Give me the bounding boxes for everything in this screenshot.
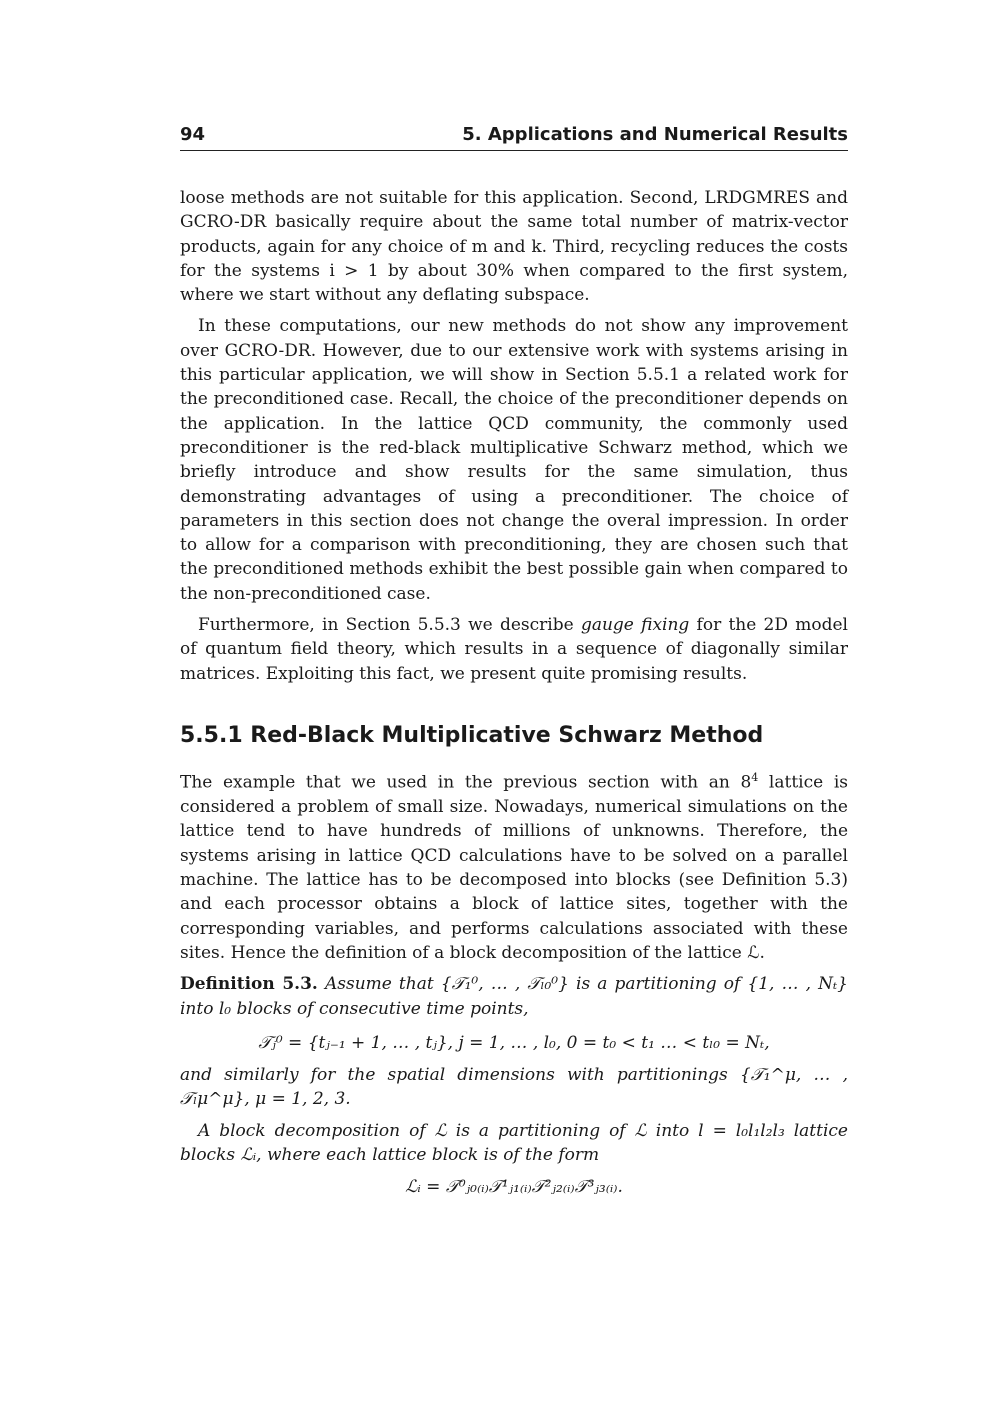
definition-paragraph bbox=[180, 972, 848, 1021]
page-number: 94 bbox=[180, 124, 206, 145]
section-paragraph-1 bbox=[180, 766, 848, 965]
running-header bbox=[180, 122, 848, 151]
page-body bbox=[180, 186, 848, 1200]
paragraph-3-start: Furthermore, in Section 5.5.3 we describe bbox=[198, 615, 581, 636]
definition-text-2: and similarly for the spatial dimensions with partitionings {𝒯₁^μ, … , 𝒯ₗμ^μ}, μ = 1, 2, 3. bbox=[180, 1065, 848, 1110]
equation-time-partition: 𝒯ⱼ⁰ = {tⱼ₋₁ + 1, … , tⱼ}, j = 1, … , l₀, 0 = t₀ < t₁ … < tₗ₀ = Nₜ, bbox=[258, 1032, 770, 1053]
paragraph-1: loose methods are not suitable for this application. Second, LRDGMRES and GCRO-DR basically require about the same total number of matrix-vector products, again for any choice of m and k. Third, recycling reduces the costs for the systems i > 1 by about 30% when compared to the first system, where we start without any deflating subspace. bbox=[180, 188, 848, 306]
gauge-fixing-term: gauge fixing bbox=[580, 615, 690, 636]
paragraph-2: In these computations, our new methods do not show any improvement over GCRO-DR. However, due to our extensive work with systems arising in this particular application, we will show in Section 5.5.1 a related work for the preconditioned case. Recall, the choice of the preconditioner depends on the application. In the lattice QCD community, the commonly used preconditioner is the red-black multiplicative Schwarz method, which we briefly introduce and show results for the same simulation, thus demonstrating advantages of using a preconditioner. The choice of parameters in this section does not change the overal impression. In order to allow for a comparison with preconditioning, they are chosen such that the preconditioned methods exhibit the best possible gain when compared to the non-preconditioned case. bbox=[180, 316, 848, 604]
definition-title: Definition 5.3. bbox=[180, 974, 318, 995]
definition-text-1: Assume that {𝒯₁⁰, … , 𝒯ₗ₀⁰} is a partitioning of {1, … , Nₜ} into l₀ blocks of consecutive time points, bbox=[180, 974, 848, 1019]
paragraph-3 bbox=[180, 613, 848, 686]
section-heading: 5.5.1 Red-Black Multiplicative Schwarz Method bbox=[180, 722, 764, 748]
section-paragraph-1-start: The example that we used in the previous section with an 8 bbox=[180, 772, 752, 793]
definition-text-3: A block decomposition of ℒ is a partitioning of ℒ into l = l₀l₁l₂l₃ lattice blocks ℒᵢ, where each lattice block is of the form bbox=[180, 1120, 848, 1166]
chapter-title: 5. Applications and Numerical Results bbox=[462, 124, 848, 145]
paragraph-3-end: for the 2D model of quantum field theory, which results in a sequence of diagonally similar matrices. Exploiting this fact, we present quite promising results. bbox=[180, 615, 848, 684]
section-paragraph-1-end: lattice is considered a problem of small size. Nowadays, numerical simulations on the lattice tend to have hundreds of millions of unknowns. Therefore, the systems arising in lattice QCD calculations have to be solved on a parallel machine. The lattice has to be decomposed into blocks (see Definition 5.3) and each processor obtains a block of lattice sites, together with the corresponding variables, and performs calculations associated with these sites. Hence the definition of a block decomposition of the lattice ℒ. bbox=[180, 772, 848, 963]
lattice-exponent: 4 bbox=[751, 771, 759, 785]
equation-lattice-block: ℒᵢ = 𝒯⁰ⱼ₀₍ᵢ₎𝒯¹ⱼ₁₍ᵢ₎𝒯²ⱼ₂₍ᵢ₎𝒯³ⱼ₃₍ᵢ₎. bbox=[405, 1177, 623, 1198]
